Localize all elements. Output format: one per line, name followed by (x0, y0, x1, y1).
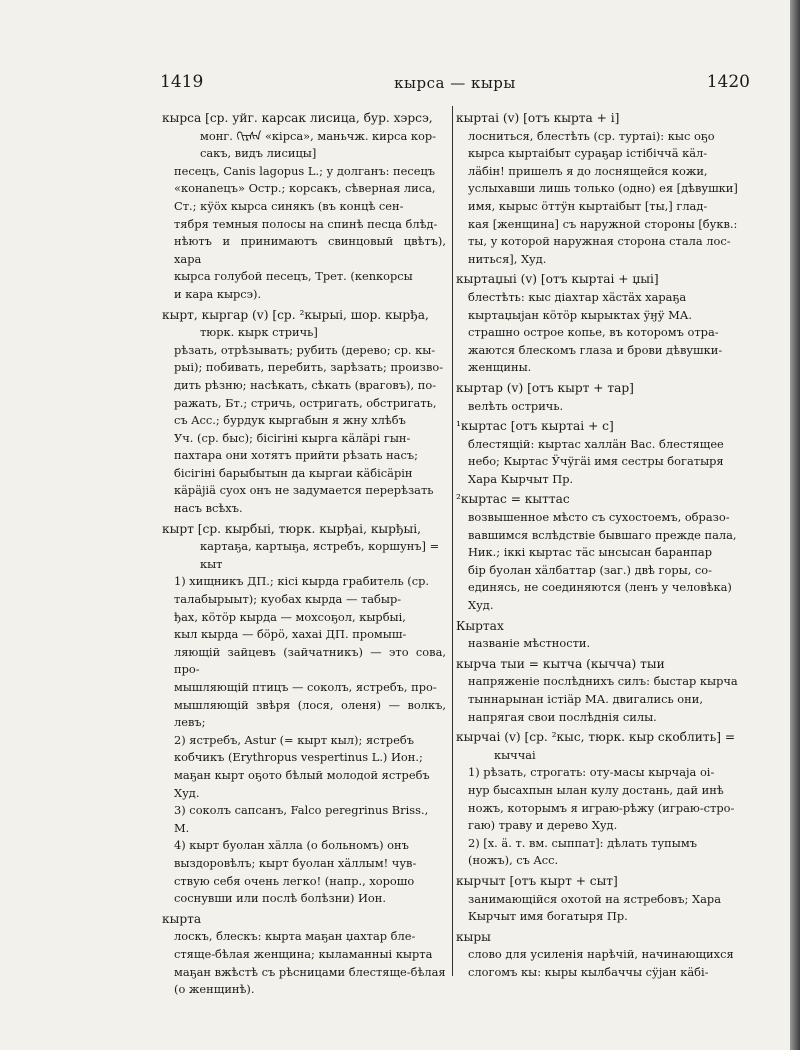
definition-line: «конаnецъ» Остр.; корсакъ, сѣверная лиса, (174, 181, 436, 196)
definition-line: велѣть остричь. (468, 398, 564, 413)
dictionary-entry (162, 110, 446, 304)
entry-definition (456, 673, 750, 726)
definition-line: Худ. (468, 598, 494, 613)
dictionary-entry (456, 110, 750, 268)
definition-line: названіе мѣстности. (468, 636, 591, 651)
definition-line: кырса голубой песецъ, Трет. (кеnкорсы (174, 269, 413, 284)
definition-line: (о женщинѣ). (174, 982, 255, 997)
right-column (456, 110, 750, 985)
dictionary-entry (456, 618, 750, 653)
definition-line: нѣютъ и принимаютъ свинцовый цвѣтъ), хара (174, 234, 446, 266)
definition-line: блестѣть: кыс діахтар хӓстӓх хараҕа (468, 289, 687, 304)
definition-line: женщины. (468, 360, 532, 375)
entry-headword (456, 618, 750, 636)
definition-line: маҕан кырт оҕото бѣлый молодой ястребъ (174, 767, 430, 782)
headword-line: кыры (456, 929, 491, 944)
definition-line: мышляющій птицъ — соколъ, ястребъ, про- (174, 680, 437, 694)
definition-line: рѣзать, отрѣзывать; рубить (дерево; ср. кы- (174, 342, 436, 357)
definition-line: кӓрӓјіӓ суох онъ не задумается перерѣзать (174, 483, 434, 498)
definition-line: единясь, не соединяются (ленъ у человѣка) (468, 580, 732, 595)
definition-line: кыл кырда — бӧрӧ, хахаі ДП. промыш- (174, 627, 407, 642)
definition-line: талабырыыт); куобах кырда — табыр- (174, 592, 402, 607)
headword-line: кырта (162, 911, 202, 926)
definition-line: занимающійся охотой на ястребовъ; Хара (468, 891, 721, 906)
definition-line: бісігіні барыбытын да кыргаи кӓбісӓрін (174, 465, 413, 480)
dictionary-entry (456, 729, 750, 870)
definition-line: ђах, кӧтӧр кырда — мохсоҕол, кырбыі, (174, 609, 406, 624)
dictionary-entry (162, 911, 446, 999)
dictionary-entry (162, 307, 446, 518)
running-title: кырса — кыры (394, 74, 516, 92)
definition-line: съ Acc.; бурдук кыргабын я жну хлѣбъ (174, 413, 406, 428)
entry-headword (456, 110, 750, 128)
definition-line: слово для усиленія нарѣчій, начинающихся (468, 947, 734, 962)
headword-line: кырчаі (v) [ср. ²кыс, тюрк. кыр скоблить] = (456, 730, 736, 745)
entry-definition (456, 635, 750, 653)
definition-line: 1) рѣзать, строгать: оту-масы кырчаја оі- (468, 765, 715, 780)
entry-headword (456, 729, 750, 764)
headword-continuation: картаҕа, картыҕа, ястребъ, коршунъ] = (200, 539, 440, 554)
definition-line: жаются блескомъ глаза и брови дѣвушки- (468, 342, 723, 357)
left-column (162, 110, 446, 1002)
entry-definition (456, 436, 750, 489)
entry-headword (456, 656, 750, 674)
definition-line: небо; Кыртас Ӱчӱгӓі имя сестры богатыря (468, 454, 724, 469)
entry-definition (456, 509, 750, 615)
definition-line: насъ всѣхъ. (174, 501, 243, 516)
headword-continuation: сакъ, видъ лисицы] (200, 146, 317, 161)
definition-line: бір буолан хӓлбаттар (заг.) двѣ горы, со- (468, 562, 713, 577)
definition-line: лӓбін! пришелъ я до лоснящейся кожи, (468, 163, 708, 178)
definition-line: напряженіе послѣднихъ силъ: быстар кырча (468, 674, 738, 689)
headword-line: кыртар (v) [отъ кырт + тар] (456, 380, 634, 395)
entry-headword (162, 110, 446, 163)
headword-line: кырт [ср. кырбыі, тюрк. кырђаі, кырђыі, (162, 521, 422, 536)
book-spine-shadow (790, 0, 800, 1050)
entry-headword (456, 929, 750, 947)
entry-headword (456, 873, 750, 891)
definition-line: лосниться, блестѣть (ср. туртаі): кыс оҕо (468, 128, 715, 143)
headword-line: кырчыт [отъ кырт + сыт] (456, 873, 618, 888)
definition-line: 2) ястребъ, Astur (= кырт кыл); ястребъ (174, 732, 414, 747)
definition-line: стяще-бѣлая женщина; кыламанныі кырта (174, 946, 433, 961)
headword-line: Кыртах (456, 618, 504, 633)
definition-line: напрягая свои послѣднія силы. (468, 709, 657, 724)
definition-line: услыхавши лишь только (одно) ея [дѣвушки] (468, 181, 738, 196)
entry-definition (456, 128, 750, 269)
entry-headword (456, 271, 750, 289)
definition-line: тыннарынан істіӓр МА. двигались они, (468, 692, 703, 706)
entry-definition (162, 342, 446, 518)
entry-definition (456, 764, 750, 870)
dictionary-entry (456, 271, 750, 377)
dictionary-entry (456, 418, 750, 488)
dictionary-entry (162, 521, 446, 908)
definition-line: и кара кырсэ). (174, 286, 262, 301)
dictionary-entry (456, 929, 750, 982)
definition-line: Кырчыт имя богатыря Пр. (468, 909, 628, 924)
definition-line: пахтара они хотятъ прийти рѣзать насъ; (174, 448, 418, 463)
definition-line: Уч. (ср. быс); бісігіні кырга кӓлӓрі гын- (174, 430, 411, 445)
definition-line: выздоровѣлъ; кырт буолан хӓллым! чув- (174, 855, 417, 870)
entry-headword (162, 521, 446, 574)
definition-line: вавшимся вслѣдствіе бывшаго прежде пала, (468, 527, 737, 542)
entry-headword (456, 491, 750, 509)
headword-continuation: кыт (200, 556, 223, 571)
definition-line: ствую себя очень легко! (напр., хорошо (174, 873, 415, 888)
definition-line: кыртаџыјан кӧтӧр кырыктах ӱӈӱ МА. (468, 307, 693, 322)
definition-line: ты, у которой наружная сторона стала лос- (468, 234, 731, 249)
dictionary-entry (456, 873, 750, 926)
definition-line: возвышенное мѣсто съ сухостоемъ, образо- (468, 510, 730, 525)
definition-line: блестящій: кыртас халлӓн Вас. блестящее (468, 436, 724, 451)
entry-headword (162, 911, 446, 929)
headword-line: кырса [ср. уйг. карсак лисица, бур. хэрсэ, (162, 111, 433, 125)
headword-continuation: кыччаі (494, 747, 536, 762)
definition-line: страшно острое копье, въ которомъ отра- (468, 325, 719, 340)
definition-line: Худ. (174, 785, 200, 800)
definition-line: Ст.; кӱöх кырса синякъ (въ концѣ сен- (174, 198, 404, 213)
entry-definition (162, 573, 446, 907)
definition-line: тября темныя полосы на спинѣ песца блѣд- (174, 216, 438, 231)
headword-line: кырча тыи = кытча (кычча) тыи (456, 656, 665, 671)
definition-line: песецъ, Canis lagopus L.; у долганъ: песецъ (174, 163, 436, 178)
definition-line: Ник.; іккі кыртас тӓс ынсысан баранпар (468, 545, 713, 560)
definition-line: кырса кыртаібыт сураҕар істібіччӓ кӓл- (468, 146, 708, 161)
entry-headword (456, 380, 750, 398)
entry-headword (456, 418, 750, 436)
entry-definition (456, 891, 750, 926)
definition-line: ражать, Бт.; стричь, остригать, обстригать, (174, 395, 437, 410)
definition-line: дить рѣзню; насѣкать, сѣкать (враговъ), по- (174, 377, 437, 392)
definition-line: кая [женщина] съ наружной стороны [букв.: (468, 216, 738, 231)
entry-definition (162, 928, 446, 998)
page-header (160, 72, 750, 96)
definition-line: имя, кырыс ӧттӱн кыртаібыт [ты,] глад- (468, 198, 708, 213)
entry-headword (162, 307, 446, 342)
definition-line: нур бысахпын ылан кулу достань, дай инѣ (468, 782, 724, 797)
definition-line: (ножъ), съ Acc. (468, 853, 559, 868)
definition-line: ляющій зайцевъ (зайчатникъ) — это сова, про- (174, 644, 446, 677)
headword-line: ¹кыртас [отъ кыртаі + с] (456, 419, 614, 434)
definition-line: мышляющій звѣря (лося, оленя) — волкъ, левъ; (174, 697, 446, 730)
entry-definition (456, 946, 750, 981)
definition-line: кобчикъ (Erythropus vespertinus L.) Ион.; (174, 750, 423, 765)
definition-line: соснувши или послѣ болѣзни) Ион. (174, 891, 387, 906)
headword-line: кыртаџыі (v) [отъ кыртаі + џыі] (456, 272, 659, 287)
column-divider (452, 106, 453, 976)
definition-line: 3) соколъ сапсанъ, Falco peregrinus Briss., (174, 803, 429, 818)
dictionary-entry (456, 656, 750, 726)
page-number-left: 1419 (160, 72, 204, 92)
definition-line: ниться], Худ. (468, 251, 547, 266)
entry-definition (162, 163, 446, 304)
definition-line: 2) [х. ӓ. т. вм. сыппат]: дѣлать тупымъ (468, 835, 697, 850)
headword-line: кырт, кыргар (v) [ср. ²кырыі, шор. кырђа, (162, 307, 429, 322)
definition-line: слогомъ кы: кыры кылбаччы сӱјан кӓбі- (468, 964, 709, 979)
definition-line: гаю) траву и дерево Худ. (468, 818, 618, 833)
definition-line: рыі); побивать, перебить, зарѣзать; произво- (174, 360, 444, 375)
entry-definition (456, 398, 750, 416)
definition-line: ножъ, которымъ я играю-рѣжу (играю-стро- (468, 800, 735, 815)
definition-line: маҕан вжѣстѣ съ рѣсницами блестяще-бѣлая (174, 964, 446, 979)
dictionary-entry (456, 491, 750, 614)
dictionary-entry (456, 380, 750, 415)
page-number-right: 1420 (706, 72, 750, 92)
definition-line: Хара Кырчыт Пр. (468, 471, 574, 486)
headword-continuation: тюрк. кырк стричь] (200, 325, 318, 340)
headword-line: кыртаі (v) [отъ кырта + і] (456, 111, 620, 125)
entry-definition (456, 289, 750, 377)
definition-line: 1) хищникъ ДП.; кісі кырда грабитель (ср. (174, 574, 430, 589)
definition-line: 4) кырт буолан хӓлла (о больномъ) онъ (174, 838, 409, 853)
headword-continuation: монг. ᠬᠢᠷᠰᠠ «кірса», маньчж. кирса кор- (200, 128, 436, 143)
definition-line: лоскъ, блескъ: кырта маҕан џахтар бле- (174, 929, 416, 944)
headword-line: ²кыртас = кыттас (456, 492, 570, 507)
definition-line: М. (174, 820, 190, 835)
